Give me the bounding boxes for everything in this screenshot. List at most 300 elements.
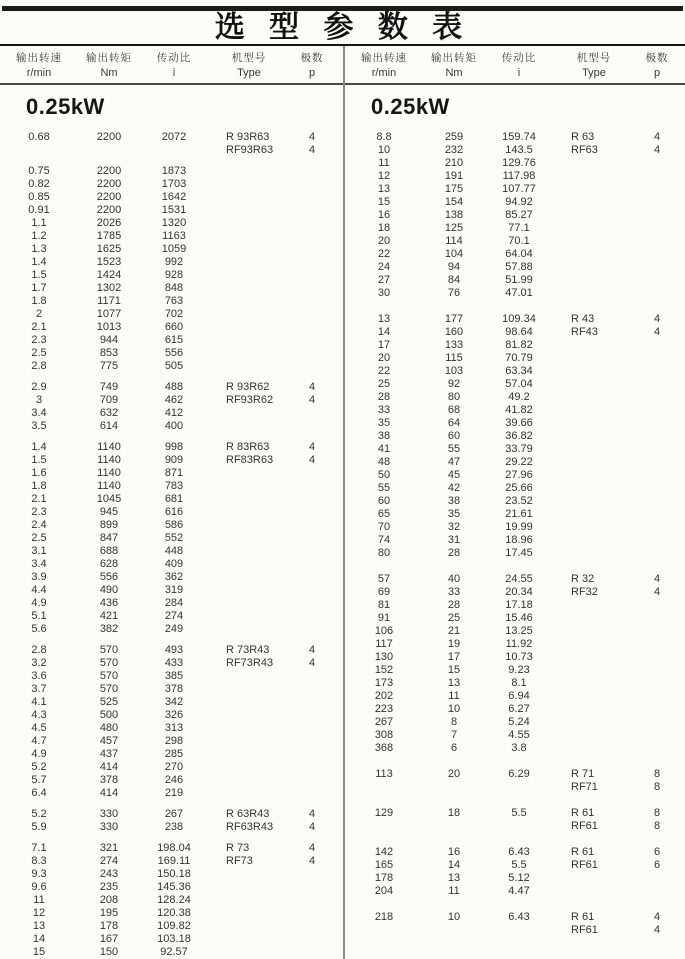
cell-poles — [635, 456, 679, 469]
cell-ratio: 6.94 — [508, 690, 530, 702]
row-group — [0, 441, 343, 636]
cell-ratio: 128.24 — [157, 894, 191, 906]
table-row — [345, 664, 685, 677]
header-label: 极数 — [645, 52, 669, 64]
cell-model-type — [553, 677, 635, 690]
row-group — [345, 807, 685, 833]
cell-ratio: 107.77 — [502, 183, 536, 195]
cell-poles — [635, 703, 679, 716]
cell-ratio: 238 — [164, 821, 184, 833]
cell-model-type: R 61 — [571, 911, 595, 923]
cell-ratio: 326 — [164, 709, 184, 721]
cell-output-torque — [423, 820, 485, 833]
table-row — [345, 885, 685, 898]
header-label: 机型号 — [576, 52, 612, 64]
cell-output-speed: 2.4 — [31, 519, 47, 531]
cell-poles: 4 — [308, 454, 316, 466]
cell-output-torque: 2200 — [96, 165, 122, 177]
cell-output-torque: 28 — [447, 599, 461, 611]
cell-poles — [635, 339, 679, 352]
cell-output-torque: 2200 — [96, 191, 122, 203]
cell-poles — [290, 894, 334, 907]
cell-model-type — [553, 261, 635, 274]
cell-output-torque: 19 — [447, 638, 461, 650]
cell-output-torque: 10 — [447, 703, 461, 715]
cell-output-torque: 25 — [447, 612, 461, 624]
cell-output-speed: 28 — [377, 391, 391, 403]
cell-output-speed: 0.82 — [28, 178, 50, 190]
cell-output-torque: 490 — [99, 584, 119, 596]
row-group — [0, 131, 343, 157]
row-group — [0, 842, 343, 959]
cell-ratio: 5.5 — [511, 807, 527, 819]
cell-model-type — [208, 269, 290, 282]
cell-output-torque: 1625 — [96, 243, 122, 255]
table-row — [0, 894, 343, 907]
table-row — [0, 165, 343, 178]
cell-model-type — [553, 287, 635, 300]
table-row — [0, 204, 343, 217]
cell-output-speed: 15 — [32, 946, 46, 958]
table-row — [345, 521, 685, 534]
cell-output-torque: 210 — [444, 157, 464, 169]
cell-output-torque: 31 — [447, 534, 461, 546]
cell-poles — [635, 222, 679, 235]
table-row — [0, 334, 343, 347]
cell-model-type — [208, 670, 290, 683]
cell-poles — [635, 287, 679, 300]
cell-output-torque: 1140 — [97, 467, 121, 479]
cell-output-torque: 2200 — [96, 178, 122, 190]
cell-ratio: 94.92 — [505, 196, 533, 208]
cell-ratio: 47.01 — [505, 287, 533, 299]
cell-model-type — [553, 339, 635, 352]
cell-output-speed: 17 — [377, 339, 391, 351]
cell-output-torque: 40 — [447, 573, 461, 585]
cell-model-type: R 63 — [571, 131, 595, 143]
cell-model-type — [208, 217, 290, 230]
cell-ratio: 23.52 — [505, 495, 533, 507]
table-row — [0, 881, 343, 894]
header-unit: r/min — [371, 67, 397, 79]
cell-model-type — [208, 178, 290, 191]
table-row — [0, 808, 343, 821]
cell-output-torque: 378 — [99, 774, 119, 786]
cell-ratio: 488 — [164, 381, 184, 393]
cell-ratio: 109.34 — [502, 313, 536, 325]
cell-poles — [635, 391, 679, 404]
cell-model-type: RF83R63 — [226, 454, 274, 466]
cell-output-torque: 1140 — [97, 480, 121, 492]
cell-model-type — [553, 625, 635, 638]
table-row — [345, 573, 685, 586]
table-row — [345, 625, 685, 638]
cell-ratio: 169.11 — [157, 855, 191, 867]
cell-poles: 4 — [308, 381, 316, 393]
header-label: 机型号 — [231, 52, 267, 64]
cell-output-torque: 570 — [99, 670, 119, 682]
cell-poles — [635, 664, 679, 677]
header-unit: r/min — [26, 67, 52, 79]
header-label: 极数 — [300, 52, 324, 64]
cell-output-torque: 614 — [99, 420, 119, 432]
cell-output-speed — [345, 924, 423, 937]
cell-poles — [290, 623, 334, 636]
cell-model-type — [208, 334, 290, 347]
cell-model-type — [553, 664, 635, 677]
row-group — [0, 381, 343, 433]
cell-output-torque: 18 — [447, 807, 461, 819]
cell-output-torque — [78, 144, 140, 157]
table-row — [0, 217, 343, 230]
cell-poles: 8 — [653, 807, 661, 819]
cell-ratio: 29.22 — [505, 456, 533, 468]
table-row — [0, 243, 343, 256]
table-row — [345, 287, 685, 300]
table-row — [345, 807, 685, 820]
cell-output-speed: 223 — [374, 703, 394, 715]
cell-model-type — [208, 204, 290, 217]
cell-ratio — [140, 144, 208, 157]
cell-model-type — [208, 230, 290, 243]
cell-model-type — [553, 404, 635, 417]
cell-output-torque: 235 — [99, 881, 119, 893]
cell-output-torque: 68 — [447, 404, 461, 416]
table-row — [0, 597, 343, 610]
cell-ratio: 150.18 — [157, 868, 191, 880]
cell-poles: 8 — [653, 820, 661, 832]
cell-poles — [290, 584, 334, 597]
table-row — [345, 144, 685, 157]
cell-output-torque — [423, 924, 485, 937]
table-row — [345, 768, 685, 781]
cell-output-torque: 55 — [447, 443, 461, 455]
cell-poles: 4 — [308, 842, 316, 854]
cell-ratio: 284 — [164, 597, 184, 609]
cell-ratio: 1531 — [161, 204, 187, 216]
cell-ratio: 41.82 — [505, 404, 533, 416]
table-row — [0, 420, 343, 433]
cell-output-torque: 749 — [99, 381, 119, 393]
header-output-torque — [423, 51, 485, 80]
cell-output-torque: 2026 — [96, 217, 122, 229]
table-row — [0, 821, 343, 834]
cell-ratio: 616 — [164, 506, 184, 518]
panel-body — [345, 94, 685, 937]
cell-ratio: 8.1 — [511, 677, 527, 689]
cell-output-torque: 16 — [447, 846, 461, 858]
table-row — [345, 157, 685, 170]
cell-poles: 4 — [653, 573, 661, 585]
cell-ratio: 6.43 — [508, 846, 530, 858]
cell-model-type — [208, 894, 290, 907]
cell-poles — [635, 378, 679, 391]
cell-output-speed: 27 — [377, 274, 391, 286]
cell-ratio: 33.79 — [505, 443, 533, 455]
cell-ratio: 615 — [164, 334, 184, 346]
cell-ratio: 385 — [164, 670, 184, 682]
cell-output-speed: 65 — [377, 508, 391, 520]
cell-ratio: 92.57 — [160, 946, 188, 958]
cell-output-speed: 2.1 — [31, 493, 47, 505]
table-row — [345, 443, 685, 456]
cell-poles: 4 — [653, 911, 661, 923]
cell-model-type — [553, 885, 635, 898]
table-row — [0, 394, 343, 407]
table-row — [345, 534, 685, 547]
cell-output-speed: 4.3 — [31, 709, 47, 721]
cell-model-type — [553, 508, 635, 521]
table-row — [0, 709, 343, 722]
cell-output-torque: 33 — [447, 586, 461, 598]
cell-ratio: 342 — [164, 696, 184, 708]
cell-poles — [635, 677, 679, 690]
cell-output-speed: 4.1 — [31, 696, 47, 708]
cell-poles — [635, 183, 679, 196]
table-row — [345, 170, 685, 183]
table-row — [0, 506, 343, 519]
cell-poles — [290, 868, 334, 881]
cell-output-torque: 167 — [99, 933, 119, 945]
cell-model-type — [208, 735, 290, 748]
cell-ratio: 18.96 — [505, 534, 533, 546]
cell-output-torque: 104 — [444, 248, 464, 260]
cell-poles — [635, 430, 679, 443]
table-row — [0, 545, 343, 558]
table-row — [0, 360, 343, 373]
cell-model-type — [553, 729, 635, 742]
cell-model-type — [553, 352, 635, 365]
cell-output-torque: 114 — [445, 235, 463, 247]
cell-poles — [635, 521, 679, 534]
cell-output-speed: 69 — [377, 586, 391, 598]
cell-output-torque: 20 — [447, 768, 461, 780]
cell-poles — [290, 321, 334, 334]
cell-poles — [635, 274, 679, 287]
cell-model-type — [208, 933, 290, 946]
table-row — [345, 261, 685, 274]
cell-ratio: 702 — [164, 308, 184, 320]
header-model-type — [553, 51, 635, 80]
cell-poles: 4 — [308, 657, 316, 669]
cell-poles — [290, 881, 334, 894]
cell-output-torque: 11 — [448, 885, 460, 897]
cell-model-type — [553, 456, 635, 469]
cell-output-torque: 45 — [447, 469, 461, 481]
cell-output-torque: 436 — [99, 597, 119, 609]
cell-ratio: 20.34 — [505, 586, 533, 598]
cell-output-speed: 60 — [377, 495, 391, 507]
cell-output-speed: 1.2 — [31, 230, 47, 242]
cell-model-type — [553, 534, 635, 547]
table-row — [345, 872, 685, 885]
cell-model-type: R 73 — [226, 842, 250, 854]
cell-output-torque: 84 — [447, 274, 461, 286]
cell-poles — [635, 157, 679, 170]
header-ratio — [485, 51, 553, 80]
cell-ratio: 49.2 — [508, 391, 530, 403]
header-label: 输出转矩 — [86, 52, 132, 64]
cell-output-torque: 853 — [99, 347, 119, 359]
cell-poles — [290, 696, 334, 709]
cell-output-speed: 6.4 — [31, 787, 47, 799]
cell-poles: 4 — [308, 131, 316, 143]
cell-ratio: 109.82 — [157, 920, 191, 932]
cell-ratio: 2072 — [161, 131, 187, 143]
cell-output-speed: 202 — [374, 690, 394, 702]
cell-poles — [290, 282, 334, 295]
cell-output-torque: 899 — [99, 519, 119, 531]
cell-output-speed: 4.5 — [31, 722, 47, 734]
cell-model-type: RF61 — [571, 820, 598, 832]
cell-poles — [290, 256, 334, 269]
cell-poles — [635, 742, 679, 755]
table-row — [0, 623, 343, 636]
cell-poles — [290, 217, 334, 230]
cell-output-speed: 9.3 — [31, 868, 47, 880]
cell-output-speed: 8.3 — [31, 855, 47, 867]
cell-output-speed: 368 — [374, 742, 394, 754]
cell-model-type — [553, 248, 635, 261]
cell-output-torque: 1077 — [96, 308, 122, 320]
cell-ratio: 362 — [164, 571, 184, 583]
cell-output-torque: 945 — [99, 506, 119, 518]
cell-ratio: 409 — [164, 558, 184, 570]
cell-output-torque: 21 — [447, 625, 461, 637]
cell-ratio: 11.92 — [505, 638, 533, 650]
cell-ratio: 15.46 — [505, 612, 533, 624]
cell-poles — [290, 722, 334, 735]
cell-poles: 4 — [653, 326, 661, 338]
cell-poles — [290, 269, 334, 282]
cell-model-type — [208, 295, 290, 308]
cell-ratio: 660 — [164, 321, 184, 333]
cell-model-type: RF63R43 — [226, 821, 274, 833]
cell-poles — [635, 469, 679, 482]
cell-model-type: RF61 — [571, 859, 598, 871]
cell-output-torque: 177 — [444, 313, 464, 325]
cell-poles: 6 — [653, 846, 661, 858]
cell-poles — [635, 248, 679, 261]
table-row — [0, 131, 343, 144]
cell-ratio: 928 — [164, 269, 184, 281]
cell-output-speed: 113 — [375, 768, 393, 780]
row-group — [345, 768, 685, 794]
column-header-row — [345, 46, 685, 85]
cell-output-speed: 117 — [375, 638, 393, 650]
table-row — [345, 612, 685, 625]
cell-ratio: 103.18 — [157, 933, 191, 945]
cell-model-type — [208, 532, 290, 545]
cell-model-type — [553, 547, 635, 560]
table-row — [0, 683, 343, 696]
cell-ratio: 552 — [164, 532, 184, 544]
cell-poles — [290, 308, 334, 321]
cell-model-type — [208, 868, 290, 881]
table-row — [0, 480, 343, 493]
cell-model-type: R 43 — [571, 313, 595, 325]
cell-output-torque: 232 — [444, 144, 464, 156]
cell-ratio: 64.04 — [505, 248, 533, 260]
cell-model-type — [553, 209, 635, 222]
cell-model-type — [553, 430, 635, 443]
cell-poles — [635, 261, 679, 274]
cell-poles — [290, 407, 334, 420]
cell-output-speed: 80 — [377, 547, 391, 559]
cell-poles: 6 — [653, 859, 661, 871]
cell-output-torque: 115 — [445, 352, 463, 364]
cell-output-torque: 7 — [450, 729, 458, 741]
cell-output-torque: 208 — [99, 894, 119, 906]
cell-output-torque: 60 — [447, 430, 461, 442]
cell-ratio — [485, 781, 553, 794]
cell-output-speed: 2 — [35, 308, 43, 320]
cell-model-type — [208, 360, 290, 373]
cell-output-speed: 2.8 — [31, 360, 47, 372]
cell-ratio: 63.34 — [505, 365, 533, 377]
cell-poles — [290, 467, 334, 480]
table-row — [345, 924, 685, 937]
cell-output-speed: 2.1 — [31, 321, 47, 333]
cell-model-type — [208, 881, 290, 894]
cell-model-type: RF93R63 — [226, 144, 274, 156]
table-row — [345, 495, 685, 508]
cell-output-torque: 178 — [99, 920, 119, 932]
cell-ratio: 493 — [164, 644, 184, 656]
cell-model-type — [553, 365, 635, 378]
cell-model-type — [553, 417, 635, 430]
cell-model-type — [208, 493, 290, 506]
cell-output-speed: 2.8 — [31, 644, 47, 656]
table-row — [345, 638, 685, 651]
cell-output-speed: 1.3 — [31, 243, 47, 255]
cell-ratio: 39.66 — [505, 417, 533, 429]
table-row — [0, 178, 343, 191]
table-row — [345, 131, 685, 144]
cell-model-type — [208, 308, 290, 321]
cell-poles — [290, 506, 334, 519]
cell-ratio: 98.64 — [505, 326, 533, 338]
table-row — [345, 742, 685, 755]
cell-model-type — [208, 597, 290, 610]
cell-model-type — [208, 584, 290, 597]
cell-model-type: R 61 — [571, 807, 595, 819]
cell-model-type — [208, 907, 290, 920]
cell-output-speed: 18 — [377, 222, 391, 234]
cell-output-torque: 556 — [99, 571, 119, 583]
cell-output-speed: 70 — [377, 521, 391, 533]
cell-output-torque: 28 — [447, 547, 461, 559]
cell-output-speed: 3.7 — [31, 683, 47, 695]
cell-ratio: 6.29 — [508, 768, 530, 780]
cell-poles — [635, 404, 679, 417]
cell-poles — [290, 295, 334, 308]
cell-model-type — [208, 347, 290, 360]
cell-model-type — [208, 946, 290, 959]
cell-output-speed: 13 — [377, 313, 391, 325]
cell-output-speed: 1.7 — [31, 282, 47, 294]
cell-ratio: 143.5 — [505, 144, 533, 156]
cell-model-type — [208, 761, 290, 774]
cell-output-speed: 33 — [377, 404, 391, 416]
table-row — [345, 235, 685, 248]
cell-model-type — [208, 282, 290, 295]
cell-output-speed: 81 — [377, 599, 391, 611]
table-row — [0, 269, 343, 282]
cell-model-type — [553, 690, 635, 703]
cell-poles — [290, 420, 334, 433]
cell-ratio: 249 — [164, 623, 184, 635]
